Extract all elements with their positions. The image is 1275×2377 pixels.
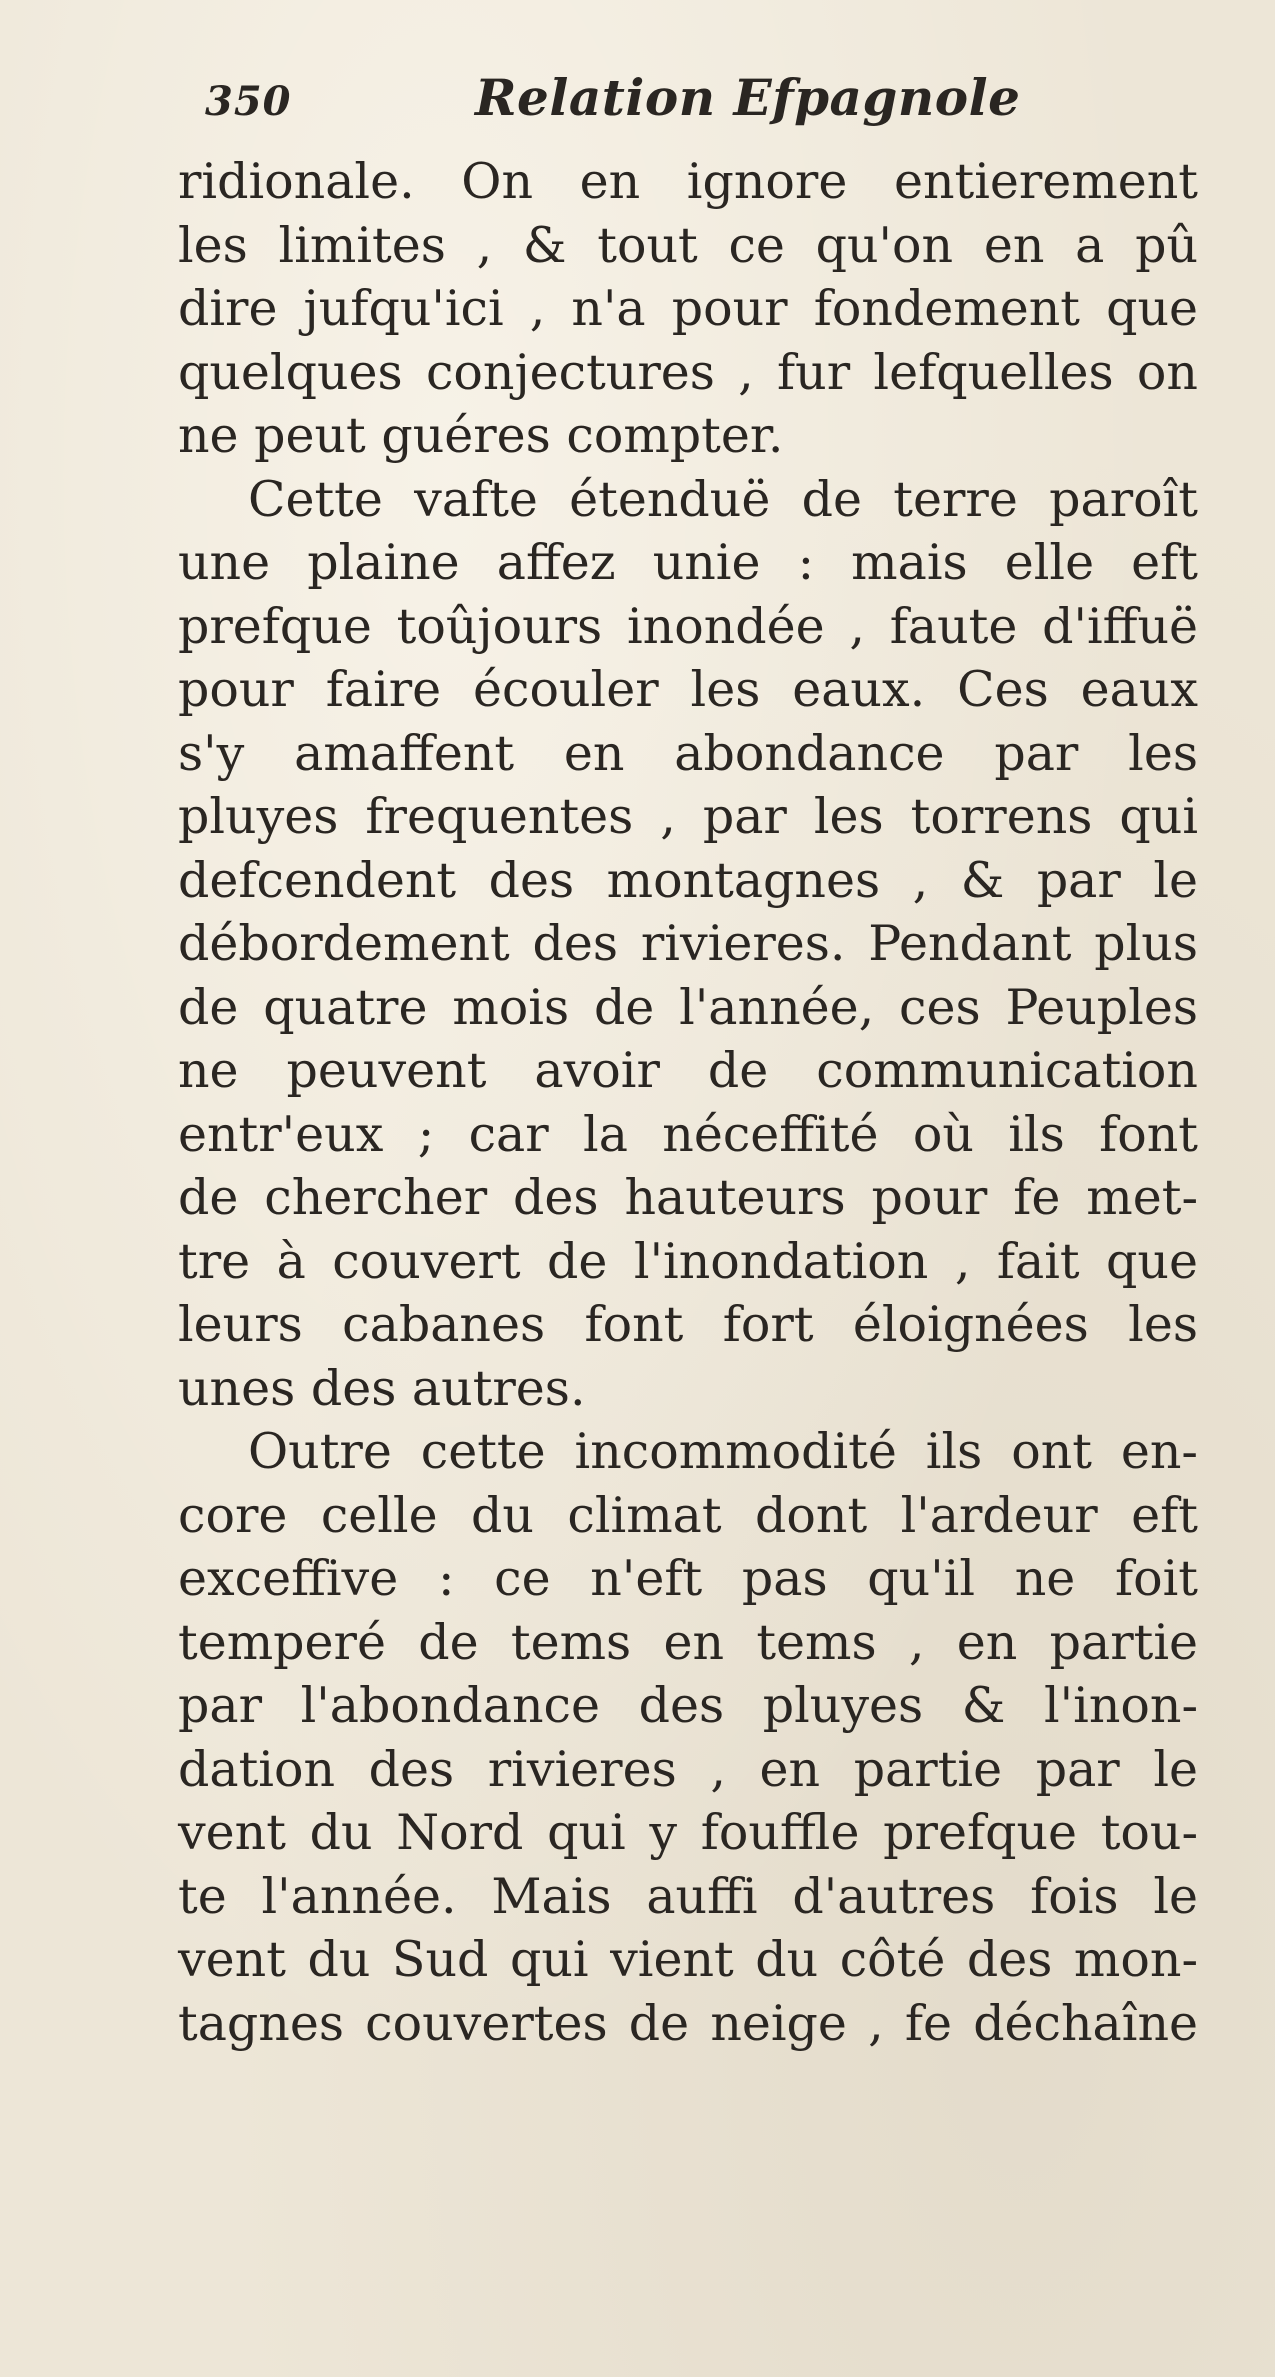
text-line: unes des autres.: [178, 1359, 586, 1417]
text-line: vent du Sud qui vient du côté des mon-: [178, 1931, 1198, 1988]
text-line: une plaine affez unie : mais elle eft: [178, 534, 1198, 591]
running-title: Relation Efpagnole: [475, 68, 1021, 127]
text-line: par l'abondance des pluyes & l'inon-: [178, 1677, 1198, 1734]
paragraph-2: [178, 468, 1198, 1421]
text-line: Cette vafte étenduë de terre paroît: [248, 470, 1198, 528]
text-line: temperé de tems en tems , en partie: [178, 1613, 1198, 1671]
text-line: débordement des rivieres. Pendant plus: [178, 915, 1198, 972]
body-text: [178, 150, 1198, 2055]
text-line: ne peuvent avoir de communication: [178, 1042, 1198, 1099]
text-line: tagnes couvertes de neige , fe déchaîne: [178, 1994, 1198, 2052]
text-line: de quatre mois de l'année, ces Peuples: [178, 978, 1198, 1036]
text-line: de chercher des hauteurs pour fe met-: [178, 1169, 1198, 1226]
text-line: les limites , & tout ce qu'on en a pû: [178, 216, 1198, 274]
text-line: defcendent des montagnes , & par le: [178, 851, 1198, 909]
text-line: prefque toûjours inondée , faute d'iffuë: [178, 597, 1198, 655]
text-line: dation des rivieres , en partie par le: [178, 1740, 1198, 1798]
text-line: ridionale. On en ignore entierement: [178, 153, 1198, 210]
text-line: core celle du climat dont l'ardeur eft: [178, 1486, 1198, 1544]
text-line: s'y amaffent en abondance par les: [178, 724, 1198, 782]
text-line: entr'eux ; car la néceffité où ils font: [178, 1105, 1198, 1163]
text-line: te l'année. Mais auffi d'autres fois le: [178, 1867, 1198, 1925]
text-line: vent du Nord qui y fouffle prefque tou-: [178, 1804, 1198, 1861]
text-line: exceffive : ce n'eft pas qu'il ne foit: [178, 1550, 1198, 1607]
text-line: pour faire écouler les eaux. Ces eaux: [178, 661, 1198, 718]
text-line: tre à couvert de l'inondation , fait que: [178, 1232, 1198, 1290]
text-line: dire jufqu'ici , n'a pour fondement que: [178, 280, 1198, 337]
text-line: quelques conjectures , fur lefquelles on: [178, 343, 1198, 401]
page-number: 350: [205, 78, 292, 125]
text-line: leurs cabanes font fort éloignées les: [178, 1296, 1198, 1353]
text-line: pluyes frequentes , par les torrens qui: [178, 788, 1198, 845]
paragraph-1: [178, 150, 1198, 468]
running-head: [205, 68, 1105, 138]
text-line: Outre cette incommodité ils ont en-: [248, 1423, 1198, 1480]
paragraph-3: [178, 1420, 1198, 2055]
text-line: ne peut guéres compter.: [178, 407, 784, 464]
